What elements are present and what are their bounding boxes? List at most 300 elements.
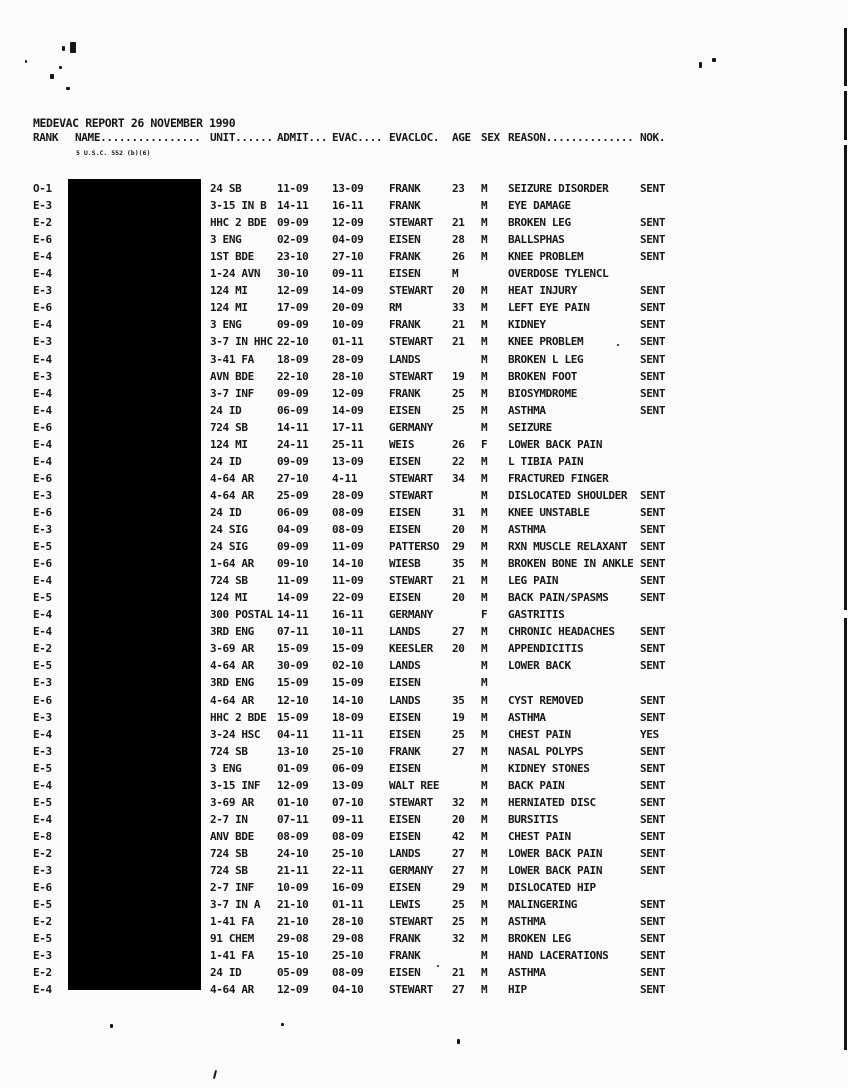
cell-admit: 12-10 <box>277 693 309 707</box>
cell-evac: 13-09 <box>332 454 364 468</box>
cell-evacloc: LANDS <box>389 846 421 860</box>
cell-evacloc: STEWART <box>389 915 433 929</box>
cell-unit: 3-15 IN B <box>210 199 267 213</box>
cell-unit: ANV BDE <box>210 829 254 843</box>
cell-evac: 4-11 <box>332 471 358 485</box>
cell-unit: 24 SIG <box>210 523 248 536</box>
cell-evac: 16-11 <box>332 608 364 622</box>
cell-reason: CHRONIC HEADACHES <box>508 625 615 639</box>
cell-rank: E-4 <box>33 318 52 332</box>
cell-rank: E-5 <box>33 591 52 605</box>
cell-nok: SENT <box>640 966 666 980</box>
cell-age: 27 <box>452 625 465 639</box>
cell-evacloc: STEWART <box>389 488 433 502</box>
cell-sex: M <box>481 369 488 383</box>
cell-admit: 14-11 <box>277 608 309 622</box>
cell-rank: E-4 <box>33 437 52 451</box>
cell-reason: CYST REMOVED <box>508 693 584 707</box>
cell-admit: 09-09 <box>277 454 309 468</box>
scan-artifact-dot <box>437 965 439 967</box>
cell-evac: 14-09 <box>332 403 364 417</box>
cell-evacloc: STEWART <box>389 335 433 349</box>
cell-admit: 09-09 <box>277 318 309 332</box>
cell-nok: SENT <box>640 983 666 997</box>
cell-admit: 21-10 <box>277 915 309 929</box>
cell-admit: 13-10 <box>277 744 309 758</box>
cell-sex: M <box>481 284 488 298</box>
cell-unit: 124 MI <box>210 437 248 451</box>
cell-admit: 30-10 <box>277 267 309 281</box>
cell-age: 20 <box>452 284 465 298</box>
cell-nok: SENT <box>640 693 666 707</box>
cell-unit: 124 MI <box>210 284 248 298</box>
cell-admit: 01-09 <box>277 761 309 775</box>
cell-unit: 300 POSTAL <box>210 608 273 622</box>
cell-rank: E-4 <box>33 267 52 281</box>
cell-evac: 11-09 <box>332 540 364 554</box>
cell-reason: LEG PAIN <box>508 574 559 588</box>
cell-age: 25 <box>452 386 465 400</box>
cell-rank: E-5 <box>33 932 52 946</box>
cell-age: 33 <box>452 301 465 315</box>
cell-rank: E-3 <box>33 949 52 963</box>
cell-reason: BROKEN LEG <box>508 932 571 946</box>
cell-age: 21 <box>452 335 465 349</box>
cell-unit: 24 ID <box>210 403 242 417</box>
cell-reason: SEIZURE DISORDER <box>508 182 609 195</box>
cell-evac: 09-11 <box>332 812 364 826</box>
header-admit: ADMIT... <box>277 131 328 144</box>
cell-unit: HHC 2 BDE <box>210 710 267 724</box>
cell-sex: M <box>481 523 488 536</box>
cell-evac: 10-11 <box>332 625 364 639</box>
cell-nok: SENT <box>640 403 666 417</box>
cell-evac: 14-10 <box>332 693 364 707</box>
cell-nok: SENT <box>640 932 666 946</box>
cell-nok: SENT <box>640 284 666 298</box>
cell-sex: M <box>481 932 488 946</box>
cell-evacloc: RM <box>389 301 402 315</box>
cell-evac: 12-09 <box>332 216 364 230</box>
cell-sex: M <box>481 915 488 929</box>
cell-rank: E-3 <box>33 864 52 877</box>
cell-admit: 07-11 <box>277 625 309 639</box>
cell-admit: 18-09 <box>277 352 309 366</box>
cell-evacloc: FRANK <box>389 386 421 400</box>
cell-evacloc: GERMANY <box>389 864 433 877</box>
cell-rank: E-3 <box>33 488 52 502</box>
cell-evacloc: LANDS <box>389 352 421 366</box>
cell-evacloc: EISEN <box>389 881 421 895</box>
cell-unit: 124 MI <box>210 301 248 315</box>
cell-evac: 28-10 <box>332 369 364 383</box>
cell-rank: E-6 <box>33 557 52 571</box>
cell-admit: 08-09 <box>277 829 309 843</box>
cell-nok: SENT <box>640 812 666 826</box>
cell-rank: E-6 <box>33 693 52 707</box>
cell-evacloc: EISEN <box>389 727 421 741</box>
cell-sex: M <box>481 386 488 400</box>
cell-age: 32 <box>452 795 465 809</box>
cell-reason: BROKEN FOOT <box>508 369 577 383</box>
cell-evacloc: WIESB <box>389 557 421 571</box>
table-header <box>0 131 848 147</box>
cell-admit: 05-09 <box>277 966 309 980</box>
cell-reason: BALLSPHAS <box>508 233 565 247</box>
cell-nok: SENT <box>640 744 666 758</box>
cell-rank: E-2 <box>33 642 52 656</box>
cell-nok: SENT <box>640 574 666 588</box>
cell-evac: 17-11 <box>332 420 364 434</box>
cell-unit: 3-69 AR <box>210 795 254 809</box>
cell-rank: E-3 <box>33 676 52 690</box>
cell-sex: M <box>481 335 488 349</box>
cell-age: 35 <box>452 557 465 571</box>
cell-evacloc: LEWIS <box>389 898 421 912</box>
cell-age: 35 <box>452 693 465 707</box>
cell-rank: E-5 <box>33 898 52 912</box>
cell-evacloc: FRANK <box>389 182 421 195</box>
cell-reason: HIP <box>508 983 527 997</box>
cell-unit: 2-7 IN <box>210 812 248 826</box>
cell-reason: DISLOCATED SHOULDER <box>508 488 628 502</box>
scan-artifact-dot <box>50 74 54 79</box>
cell-reason: ASTHMA <box>508 915 546 929</box>
cell-sex: M <box>481 199 488 213</box>
scan-artifact-dot <box>70 42 76 53</box>
cell-reason: L TIBIA PAIN <box>508 454 584 468</box>
cell-nok: SENT <box>640 642 666 656</box>
scan-edge-line <box>844 91 847 140</box>
cell-evacloc: STEWART <box>389 369 433 383</box>
cell-age: 27 <box>452 846 465 860</box>
cell-evacloc: GERMANY <box>389 608 433 622</box>
cell-sex: M <box>481 778 488 792</box>
cell-evacloc: EISEN <box>389 761 421 775</box>
cell-admit: 01-10 <box>277 795 309 809</box>
cell-age: 26 <box>452 250 465 264</box>
cell-sex: M <box>481 727 488 741</box>
cell-evac: 09-11 <box>332 267 364 281</box>
cell-evacloc: FRANK <box>389 744 421 758</box>
cell-unit: 24 SB <box>210 182 242 195</box>
cell-sex: M <box>481 744 488 758</box>
cell-age: 28 <box>452 233 465 247</box>
header-age: AGE <box>452 131 471 144</box>
cell-admit: 14-11 <box>277 199 309 213</box>
cell-admit: 21-11 <box>277 864 309 877</box>
cell-rank: E-5 <box>33 761 52 775</box>
cell-sex: M <box>481 693 488 707</box>
cell-evac: 15-09 <box>332 642 364 656</box>
cell-age: 42 <box>452 829 465 843</box>
cell-sex: M <box>481 676 488 690</box>
cell-admit: 11-09 <box>277 574 309 588</box>
cell-rank: E-4 <box>33 352 52 366</box>
cell-admit: 21-10 <box>277 898 309 912</box>
cell-age: 32 <box>452 932 465 946</box>
cell-evacloc: STEWART <box>389 284 433 298</box>
cell-unit: 24 ID <box>210 454 242 468</box>
cell-sex: M <box>481 557 488 571</box>
cell-reason: KIDNEY <box>508 318 546 332</box>
cell-age: 29 <box>452 881 465 895</box>
cell-unit: AVN BDE <box>210 369 254 383</box>
cell-admit: 02-09 <box>277 233 309 247</box>
cell-sex: M <box>481 710 488 724</box>
cell-rank: E-6 <box>33 301 52 315</box>
cell-sex: M <box>481 352 488 366</box>
cell-reason: LOWER BACK PAIN <box>508 437 603 451</box>
cell-age: 19 <box>452 369 465 383</box>
cell-evac: 11-11 <box>332 727 364 741</box>
cell-sex: M <box>481 898 488 912</box>
scan-artifact-dot <box>617 344 619 346</box>
cell-nok: SENT <box>640 216 666 230</box>
cell-unit: 91 CHEM <box>210 932 254 946</box>
cell-rank: E-4 <box>33 983 52 997</box>
cell-evac: 14-09 <box>332 284 364 298</box>
cell-sex: M <box>481 420 488 434</box>
cell-rank: E-5 <box>33 659 52 673</box>
cell-nok: SENT <box>640 318 666 332</box>
cell-nok: SENT <box>640 488 666 502</box>
cell-rank: E-6 <box>33 881 52 895</box>
cell-unit: 124 MI <box>210 591 248 605</box>
cell-age: 25 <box>452 915 465 929</box>
cell-evac: 16-11 <box>332 199 364 213</box>
cell-admit: 23-10 <box>277 250 309 264</box>
cell-evac: 22-09 <box>332 591 364 605</box>
cell-nok: SENT <box>640 795 666 809</box>
cell-age: 25 <box>452 403 465 417</box>
cell-evac: 29-08 <box>332 932 364 946</box>
cell-sex: M <box>481 318 488 332</box>
cell-reason: LEFT EYE PAIN <box>508 301 590 315</box>
cell-admit: 06-09 <box>277 403 309 417</box>
cell-nok: SENT <box>640 557 666 571</box>
cell-unit: 4-64 AR <box>210 659 254 673</box>
cell-evac: 25-10 <box>332 949 364 963</box>
cell-sex: M <box>481 591 488 605</box>
cell-evacloc: WALT REE <box>389 778 440 792</box>
cell-reason: BURSITIS <box>508 812 559 826</box>
cell-evac: 25-11 <box>332 437 364 451</box>
cell-rank: E-4 <box>33 625 52 639</box>
cell-reason: KNEE UNSTABLE <box>508 505 590 519</box>
cell-rank: E-6 <box>33 471 52 485</box>
cell-nok: SENT <box>640 182 666 195</box>
cell-rank: E-3 <box>33 199 52 213</box>
cell-nok: SENT <box>640 625 666 639</box>
cell-unit: 3-15 INF <box>210 778 261 792</box>
scan-artifact-dot <box>712 58 716 62</box>
cell-sex: M <box>481 829 488 843</box>
cell-admit: 12-09 <box>277 778 309 792</box>
cell-reason: HERNIATED DISC <box>508 795 596 809</box>
cell-unit: 1ST BDE <box>210 250 254 264</box>
cell-sex: M <box>481 233 488 247</box>
cell-admit: 09-10 <box>277 557 309 571</box>
cell-rank: E-4 <box>33 574 52 588</box>
cell-unit: 3-24 HSC <box>210 727 261 741</box>
cell-reason: MALINGERING <box>508 898 577 912</box>
header-rank: RANK <box>33 131 59 144</box>
cell-evac: 28-09 <box>332 488 364 502</box>
cell-sex: M <box>481 454 488 468</box>
cell-evac: 14-10 <box>332 557 364 571</box>
cell-sex: M <box>481 505 488 519</box>
cell-evac: 13-09 <box>332 182 364 195</box>
cell-unit: 3-7 INF <box>210 386 254 400</box>
cell-evacloc: EISEN <box>389 829 421 843</box>
header-nok: NOK. <box>640 131 666 144</box>
scan-artifact-dot <box>457 1039 460 1044</box>
cell-sex: M <box>481 488 488 502</box>
cell-unit: 3RD ENG <box>210 676 254 690</box>
scan-artifact-dot <box>281 1023 284 1026</box>
cell-evac: 12-09 <box>332 386 364 400</box>
cell-reason: HAND LACERATIONS <box>508 949 609 963</box>
cell-evacloc: EISEN <box>389 267 421 281</box>
cell-reason: BROKEN L LEG <box>508 352 584 366</box>
cell-admit: 22-10 <box>277 335 309 349</box>
cell-nok: SENT <box>640 301 666 315</box>
cell-reason: KNEE PROBLEM <box>508 335 584 349</box>
cell-nok: SENT <box>640 540 666 554</box>
cell-unit: 724 SB <box>210 420 248 434</box>
cell-rank: E-3 <box>33 710 52 724</box>
cell-unit: 3-7 IN HHC <box>210 335 273 349</box>
scan-artifact-dot <box>59 66 62 69</box>
scan-edge-line <box>844 618 847 1050</box>
cell-nok: SENT <box>640 761 666 775</box>
cell-reason: KNEE PROBLEM <box>508 250 584 264</box>
cell-admit: 07-11 <box>277 812 309 826</box>
cell-evac: 27-10 <box>332 250 364 264</box>
cell-sex: M <box>481 881 488 895</box>
header-sex: SEX <box>481 131 500 144</box>
cell-sex: M <box>481 642 488 656</box>
cell-age: 27 <box>452 983 465 997</box>
cell-age: 22 <box>452 454 465 468</box>
cell-evacloc: EISEN <box>389 523 421 536</box>
cell-reason: APPENDICITIS <box>508 642 584 656</box>
cell-nok: SENT <box>640 898 666 912</box>
cell-evacloc: WEIS <box>389 437 415 451</box>
cell-sex: M <box>481 540 488 554</box>
cell-unit: 724 SB <box>210 744 248 758</box>
cell-reason: BACK PAIN/SPASMS <box>508 591 609 605</box>
cell-rank: E-2 <box>33 216 52 230</box>
cell-reason: HEAT INJURY <box>508 284 577 298</box>
scan-artifact-dot <box>25 60 27 63</box>
cell-sex: M <box>481 216 488 230</box>
cell-rank: O-1 <box>33 182 52 195</box>
cell-admit: 15-09 <box>277 710 309 724</box>
cell-evacloc: KEESLER <box>389 642 433 656</box>
cell-nok: SENT <box>640 778 666 792</box>
cell-admit: 09-09 <box>277 540 309 554</box>
cell-evacloc: EISEN <box>389 966 421 980</box>
header-evac: EVAC.... <box>332 131 383 144</box>
cell-nok: SENT <box>640 864 666 877</box>
cell-unit: 4-64 AR <box>210 488 254 502</box>
cell-evac: 04-09 <box>332 233 364 247</box>
scan-artifact-dot <box>66 87 70 90</box>
scan-artifact-dot <box>699 62 702 68</box>
cell-rank: E-3 <box>33 335 52 349</box>
cell-evacloc: EISEN <box>389 403 421 417</box>
cell-evac: 18-09 <box>332 710 364 724</box>
cell-rank: E-3 <box>33 744 52 758</box>
cell-evacloc: LANDS <box>389 693 421 707</box>
cell-nok: SENT <box>640 352 666 366</box>
cell-evacloc: STEWART <box>389 471 433 485</box>
cell-sex: M <box>481 949 488 963</box>
cell-unit: 3-69 AR <box>210 642 254 656</box>
cell-admit: 15-09 <box>277 676 309 690</box>
cell-sex: M <box>481 864 488 877</box>
cell-age: 21 <box>452 216 465 230</box>
cell-evac: 07-10 <box>332 795 364 809</box>
cell-age: 20 <box>452 642 465 656</box>
cell-evacloc: LANDS <box>389 625 421 639</box>
header-unit: UNIT...... <box>210 131 273 144</box>
cell-age: 27 <box>452 744 465 758</box>
cell-nok: SENT <box>640 386 666 400</box>
cell-reason: BROKEN BONE IN ANKLE <box>508 557 634 571</box>
cell-sex: F <box>481 608 488 622</box>
cell-admit: 06-09 <box>277 505 309 519</box>
cell-unit: 724 SB <box>210 574 248 588</box>
cell-evacloc: FRANK <box>389 932 421 946</box>
cell-reason: LOWER BACK PAIN <box>508 864 603 877</box>
cell-evacloc: EISEN <box>389 505 421 519</box>
cell-reason: ASTHMA <box>508 966 546 980</box>
cell-age: 34 <box>452 471 465 485</box>
cell-sex: M <box>481 471 488 485</box>
cell-unit: 724 SB <box>210 864 248 877</box>
cell-age: 19 <box>452 710 465 724</box>
cell-reason: FRACTURED FINGER <box>508 471 609 485</box>
cell-unit: 24 SIG <box>210 540 248 554</box>
cell-sex: M <box>481 182 488 195</box>
cell-reason: ASTHMA <box>508 710 546 724</box>
cell-sex: M <box>481 250 488 264</box>
cell-rank: E-3 <box>33 369 52 383</box>
cell-unit: 3-7 IN A <box>210 898 261 912</box>
cell-reason: OVERDOSE TYLENCL <box>508 267 609 281</box>
cell-rank: E-6 <box>33 420 52 434</box>
header-name: NAME................ <box>75 131 201 144</box>
cell-reason: BROKEN LEG <box>508 216 571 230</box>
cell-age: 27 <box>452 864 465 877</box>
cell-rank: E-4 <box>33 727 52 741</box>
cell-admit: 10-09 <box>277 881 309 895</box>
cell-admit: 25-09 <box>277 488 309 502</box>
cell-admit: 09-09 <box>277 216 309 230</box>
cell-admit: 04-11 <box>277 727 309 741</box>
cell-admit: 14-09 <box>277 591 309 605</box>
cell-evac: 13-09 <box>332 778 364 792</box>
cell-reason: CHEST PAIN <box>508 727 571 741</box>
cell-admit: 09-09 <box>277 386 309 400</box>
cell-evacloc: EISEN <box>389 676 421 690</box>
cell-reason: EYE DAMAGE <box>508 199 571 213</box>
cell-sex: M <box>481 812 488 826</box>
cell-nok: YES <box>640 727 659 741</box>
